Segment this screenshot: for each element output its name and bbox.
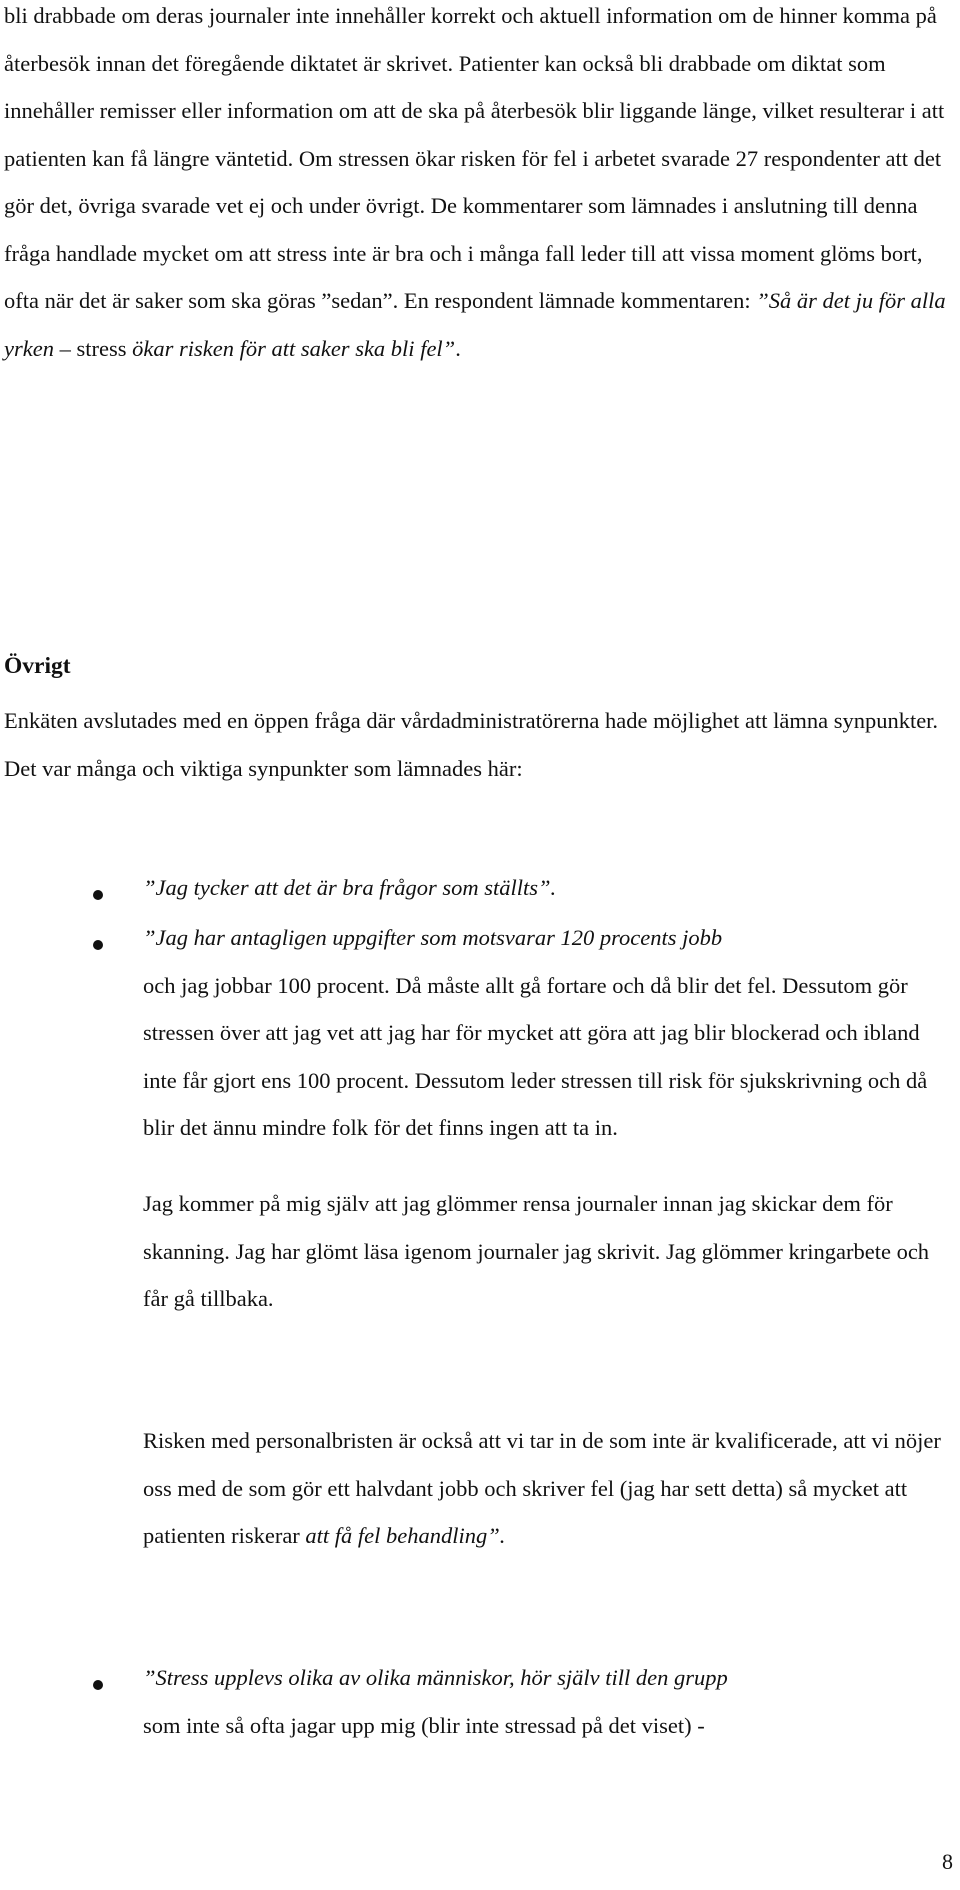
quote-inline-1: ”Så är det ju för alla yrken [4,288,946,361]
section-paragraph: Enkäten avslutades med en öppen fråga där vårdadministratörerna hade möjlighet att lämna synpunkter. Det var många och viktiga synpunkter som lämnades här: [4,708,939,781]
quote-inline-2: ökar risken för att saker ska bli fel” [132,335,456,361]
quote-1-text: ”Jag tycker att det är bra frågor som ställts”. [143,875,557,900]
intro-text-dash: – stress [53,335,133,361]
bullet-icon [93,940,103,950]
quote-5-text: som inte så ofta jagar upp mig (blir inte stressad på det viset) - [143,1712,705,1738]
quote-paragraph-3: Jag kommer på mig själv att jag glömmer rensa journaler innan jag skickar dem för skanning. Jag har glömt läsa igenom journaler jag skrivit. Jag glömmer kringarbete och får gå tillbaka. [143,1191,930,1311]
quote-1 [143,864,943,912]
intro-text: bli drabbade om deras journaler inte innehåller korrekt och aktuell information om de hinner komma på återbesök innan det föregående diktatet är skrivet. Patienter kan också bli drabbade om diktat som innehåller remisser eller information om att de ska på återbesök blir liggande länge, vilket resulterar i att patienten kan få längre väntetid. Om stressen ökar risken för fel i arbetet svarade 27 respondenter att det gör det, övriga svarade vet ej och under övrigt. De kommentarer som lämnades i anslutning till denna fråga handlade mycket om att stress inte är bra och i många fall leder till att vissa moment glöms bort, ofta när det är saker som ska göras ”sedan”. En respondent lämnade kommentaren: [4,3,945,313]
bullet-icon [93,890,103,900]
quote-2-italic: ”Jag har antagligen uppgifter som motsvarar 120 procents jobb [143,925,723,950]
bullet-icon [93,1680,103,1690]
quote-4-italic: att få fel behandling”. [305,1523,506,1548]
quote-2-text: och jag jobbar 100 procent. Då måste allt gå fortare och då blir det fel. Dessutom gör stressen över att jag vet att jag har för mycket att göra att jag blir blockerad och ibland inte får gjort ens 100 procent. Dessutom leder stressen till risk för sjukskrivning och då blir det ännu mindre folk för det finns ingen att ta in. [143,972,928,1140]
intro-period: . [455,335,461,361]
page-number: 8 [942,1849,953,1874]
intro-paragraph [4,0,950,372]
section-heading: Övrigt [4,653,71,679]
quote-4-text: Risken med personalbristen är också att vi tar in de som inte är kvalificerade, att vi nöjer oss med de som gör ett halvdant jobb och skriver fel (jag har sett detta) så mycket att patienten riskerar [143,1428,941,1548]
quote-paragraph-4 [143,1417,943,1560]
quote-5 [143,1654,943,1749]
quote-2 [143,914,943,1152]
quote-5-italic: ”Stress upplevs olika av olika människor, hör själv till den grupp [143,1665,728,1690]
